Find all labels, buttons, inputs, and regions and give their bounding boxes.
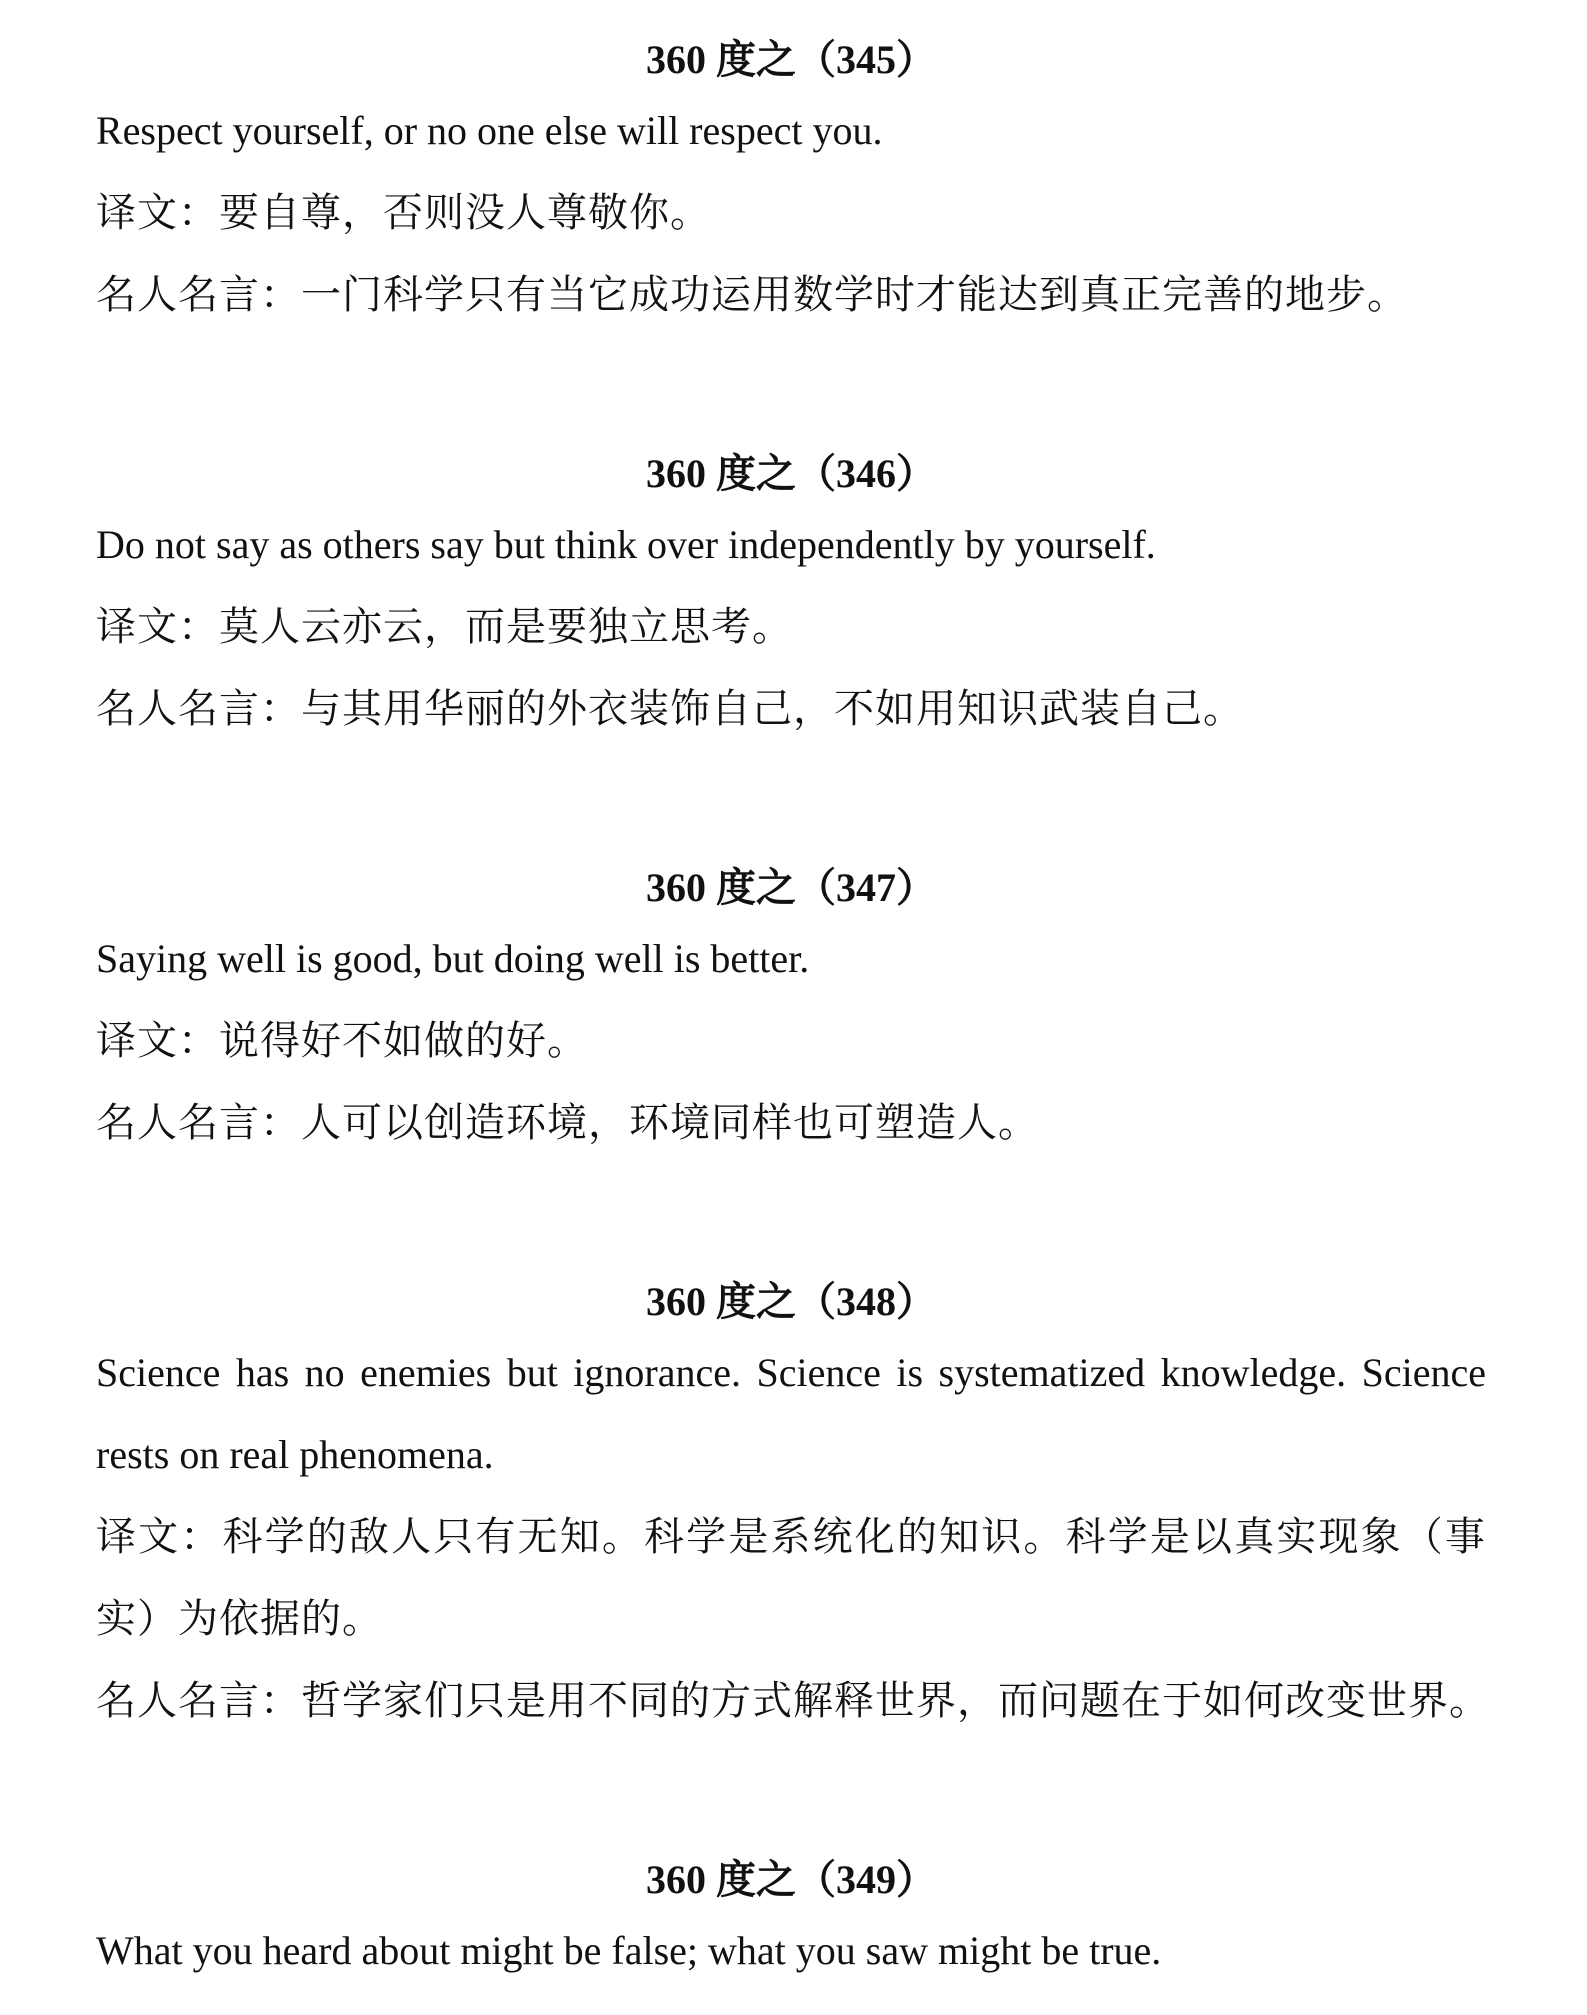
translation-line: 译文：科学的敌人只有无知。科学是系统化的知识。科学是以真实现象（事实）为依据的。 xyxy=(96,1514,1486,1641)
english-sentence: Saying well is good, but doing well is better. xyxy=(96,936,810,981)
famous-quote-line: 名人名言：一门科学只有当它成功运用数学时才能达到真正完善的地步。 xyxy=(96,272,1408,317)
famous-quote-line: 名人名言：人可以创造环境，环境同样也可塑造人。 xyxy=(96,1100,1039,1145)
entry-346 xyxy=(96,444,1486,750)
english-sentence: Science has no enemies but ignorance. Science is systematized knowledge. Science rests on real phenomena. xyxy=(96,1350,1486,1477)
entry-349 xyxy=(96,1850,1486,1992)
entry-title: 360 度之（348） xyxy=(646,1279,936,1324)
english-sentence: What you heard about might be false; what you saw might be true. xyxy=(96,1928,1162,1973)
entry-title: 360 度之（346） xyxy=(646,451,936,496)
translation-line: 译文：说得好不如做的好。 xyxy=(96,1018,588,1063)
translation-line: 译文：莫人云亦云，而是要独立思考。 xyxy=(96,604,793,649)
entry-title: 360 度之（347） xyxy=(646,865,936,910)
entry-title: 360 度之（349） xyxy=(646,1857,936,1902)
english-sentence: Do not say as others say but think over independently by yourself. xyxy=(96,522,1156,567)
entry-title: 360 度之（345） xyxy=(646,37,936,82)
famous-quote-line: 名人名言：哲学家们只是用不同的方式解释世界，而问题在于如何改变世界。 xyxy=(96,1678,1490,1723)
entry-345 xyxy=(96,30,1486,336)
translation-line: 译文：要自尊，否则没人尊敬你。 xyxy=(96,190,711,235)
famous-quote-line: 名人名言：与其用华丽的外衣装饰自己，不如用知识武装自己。 xyxy=(96,686,1244,731)
english-sentence: Respect yourself, or no one else will respect you. xyxy=(96,108,883,153)
entry-347 xyxy=(96,858,1486,1164)
entry-348 xyxy=(96,1272,1490,1742)
